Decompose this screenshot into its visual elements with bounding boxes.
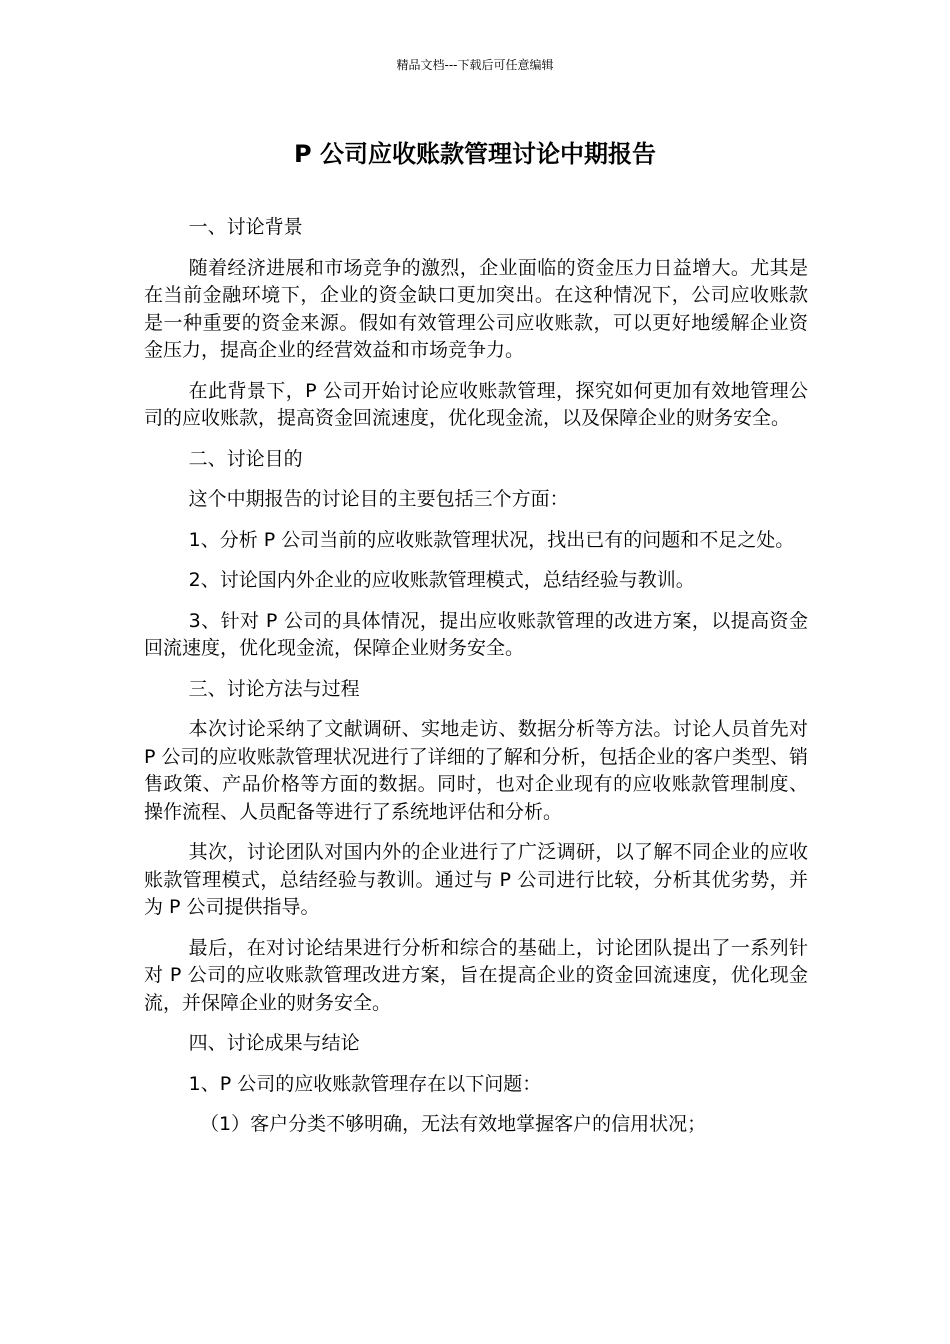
section-heading-results: 四、讨论成果与结论: [188, 1032, 360, 1054]
page-header: 精品文档---下载后可任意编辑: [396, 58, 554, 72]
section-heading-purpose: 二、讨论目的: [188, 447, 303, 470]
paragraph-background-2: 在此背景下，P 公司开始讨论应收账款管理，探究如何更加有效地管理公司的应收账款，提高资金回流速度，优化现金流，以及保障企业的财务安全。: [144, 379, 808, 429]
document-body: [144, 214, 808, 1152]
list-subitem-results-1-1: （1）客户分类不够明确，无法有效地掌握客户的信用状况；: [200, 1113, 707, 1135]
list-item-results-1: 1、P 公司的应收账款管理存在以下问题：: [188, 1072, 542, 1095]
section-heading-method: 三、讨论方法与过程: [188, 677, 360, 700]
section-heading-background: 一、讨论背景: [188, 216, 303, 238]
list-item-purpose-3: 3、针对 P 公司的具体情况，提出应收账款管理的改进方案，以提高资金回流速度，优化现金流，保障企业财务安全。: [144, 609, 808, 659]
paragraph-method-2: 其次，讨论团队对国内外的企业进行了广泛调研，以了解不同企业的应收账款管理模式，总结经验与教训。通过与 P 公司进行比较，分析其优劣势，并为 P 公司提供指导。: [144, 841, 808, 918]
paragraph-method-1: 本次讨论采纳了文献调研、实地走访、数据分析等方法。讨论人员首先对 P 公司的应收账款管理状况进行了详细的了解和分析，包括企业的客户类型、销售政策、产品价格等方面的数据。同时，也对企业现有的应收账款管理制度、操作流程、人员配备等进行了系统地评估和分析。: [144, 718, 808, 823]
paragraph-background-1: 随着经济进展和市场竞争的激烈，企业面临的资金压力日益增大。尤其是在当前金融环境下，企业的资金缺口更加突出。在这种情况下，公司应收账款是一种重要的资金来源。假如有效管理公司应收账款，可以更好地缓解企业资金压力，提高企业的经营效益和市场竞争力。: [144, 256, 808, 361]
paragraph-purpose-intro: 这个中期报告的讨论目的主要包括三个方面：: [188, 488, 569, 510]
list-item-purpose-1: 1、分析 P 公司当前的应收账款管理状况，找出已有的问题和不足之处。: [188, 528, 795, 551]
paragraph-method-3: 最后，在对讨论结果进行分析和综合的基础上，讨论团队提出了一系列针对 P 公司的应收账款管理改进方案，旨在提高企业的资金回流速度，优化现金流，并保障企业的财务安全。: [144, 936, 808, 1014]
document-title: P 公司应收账款管理讨论中期报告: [294, 140, 656, 168]
list-item-purpose-2: 2、讨论国内外企业的应收账款管理模式，总结经验与教训。: [188, 569, 695, 591]
